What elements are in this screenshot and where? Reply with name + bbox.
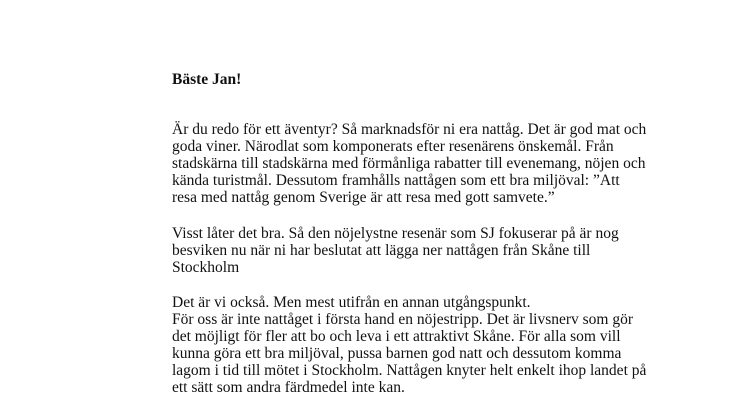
paragraph-1-line: stadskärna till stadskärna med förmånliga rabatter till evenemang, nöjen och: [172, 155, 646, 172]
paragraph-3-line: Det är vi också. Men mest utifrån en annan utgångspunkt.: [172, 294, 531, 311]
paragraph-1-line: goda viner. Närodlat som komponerats efter resenärens önskemål. Från: [172, 138, 614, 155]
paragraph-3-line: ett sätt som andra färdmedel inte kan.: [172, 379, 405, 396]
paragraph-1-line: resa med nattåg genom Sverige är att resa med gott samvete.”: [172, 189, 555, 206]
paragraph-2-line: Visst låter det bra. Så den nöjelystne resenär som SJ fokuserar på är nog: [172, 225, 619, 242]
paragraph-3-line: För oss är inte nattåget i första hand en nöjestripp. Det är livsnerv som gör: [172, 311, 634, 328]
paragraph-2-line: Stockholm: [172, 259, 240, 276]
letter-greeting: Bäste Jan!: [172, 71, 242, 88]
paragraph-2-line: besviken nu när ni har beslutat att lägga ner nattågen från Skåne till: [172, 242, 591, 259]
paragraph-3-line: det möjligt för fler att bo och leva i ett attraktivt Skåne. För alla som vill: [172, 328, 621, 345]
paragraph-3-line: kunna göra ett bra miljöval, pussa barnen god natt och dessutom komma: [172, 345, 622, 362]
paragraph-1-line: Är du redo för ett äventyr? Så marknadsför ni era nattåg. Det är god mat och: [172, 121, 647, 138]
paragraph-3-line: lagom i tid till mötet i Stockholm. Nattågen knyter helt enkelt ihop landet på: [172, 362, 647, 379]
paragraph-1-line: kända turistmål. Dessutom framhålls nattågen som ett bra miljöval: ”Att: [172, 172, 620, 189]
